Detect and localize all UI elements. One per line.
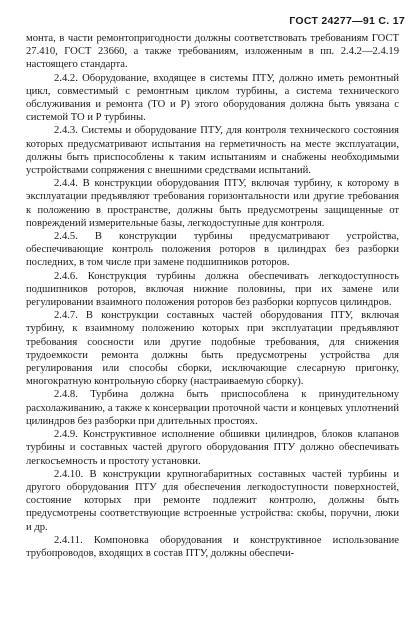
paragraph-2-4-3: 2.4.3. Системы и оборудование ПТУ, для контроля технического состояния которых предусматривают испытания на герметичность на месте эксплуатации, должны быть приспособлены к таким испытаниям и снабжены необходимыми устройствами сопряжения с внешними средствами испытаний. (26, 125, 399, 177)
paragraph-continuation: монта, в части ремонтопригодности должны соответствовать требованиям ГОСТ 27.410, ГОСТ 23660, а также требованиям, изложенным в пп. 2.4.2—2.4.19 настоящего стандарта. (26, 33, 399, 71)
paragraph-2-4-7: 2.4.7. В конструкции составных частей оборудования ПТУ, включая турбину, к взаимному положению которых при эксплуатации предъявляют требования соосности или другие подобные требования, для снижения трудоемкости ремонта должны быть предусмотрены устройства для регулирования или способы сборки, исключающие слесарную пригонку, многократную контрольную сборку (настраиваемую сборку). (26, 310, 399, 388)
document-page (26, 10, 405, 560)
paragraph-2-4-2: 2.4.2. Оборудование, входящее в системы ПТУ, должно иметь ремонтный цикл, совместимый с ремонтным циклом турбины, а система технического обслуживания и ремонта (ТО и Р) этого оборудования должна быть увязана с системой ТО и Р турбины. (26, 72, 399, 124)
paragraph-2-4-6: 2.4.6. Конструкция турбины должна обеспечивать легкодоступность подшипников роторов, включая нижние половины, при их замене или регулировании взаимного положения роторов без разборки корпусов цилиндров. (26, 270, 399, 309)
paragraph-2-4-10: 2.4.10. В конструкции крупногабаритных составных частей турбины и другого оборудования ПТУ для обеспечения легкодоступности поверхностей, состояние которых при ремонте подлежит контролю, должны быть предусмотрены соответствующие встроенные устройства: скобы, поручни, люки и др. (26, 468, 399, 533)
page-header: ГОСТ 24277—91 С. 17 (289, 15, 405, 27)
paragraph-2-4-8: 2.4.8. Турбина должна быть приспособлена к принудительному расхолаживанию, а также к консервации проточной части и концевых уплотнений цилиндров без разборки при длительных простоях. (26, 389, 399, 427)
document-body (26, 32, 399, 560)
paragraph-2-4-5: 2.4.5. В конструкции турбины предусматривают устройства, обеспечивающие контроль положения роторов в цилиндрах без разборки последних, в том числе при замене подшипников роторов. (26, 231, 399, 269)
paragraph-2-4-9: 2.4.9. Конструктивное исполнение обшивки цилиндров, блоков клапанов турбины и составных частей другого оборудования ПТУ должно обеспечивать легкосъемность и простоту установки. (26, 429, 399, 467)
paragraph-2-4-4: 2.4.4. В конструкции оборудования ПТУ, включая турбину, к которому в эксплуатации предъявляют требования горизонтальности или другие требования к положению в пространстве, должны быть предусмотрены защищенные от повреждений измерительные базы, легкодоступные для контроля. (26, 178, 399, 229)
paragraph-2-4-11: 2.4.11. Компоновка оборудования и конструктивное использование трубопроводов, входящих в состав ПТУ, должны обеспечи- (26, 534, 399, 559)
